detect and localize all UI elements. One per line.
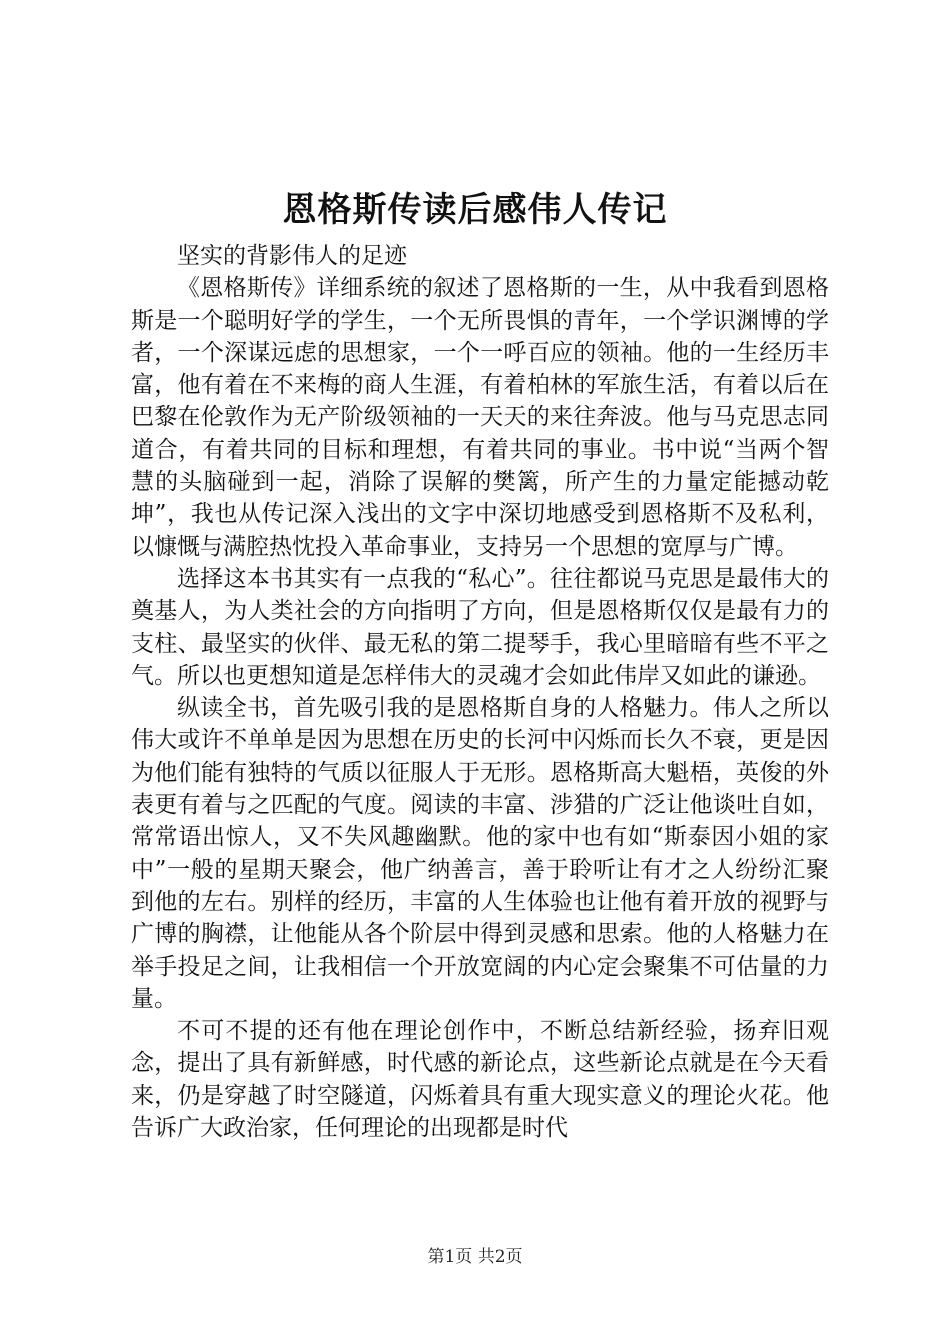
body-paragraph: 纵读全书，首先吸引我的是恩格斯自身的人格魅力。伟人之所以伟大或许不单单是因为思想在历史的长河中闪烁而长久不衰，更是因为他们能有独特的气质以征服人于无形。恩格斯高大魁梧，英俊的外表更有着与之匹配的气度。阅读的丰富、涉猎的广泛让他谈吐自如，常常语出惊人，又不失风趣幽默。他的家中也有如“斯泰因小姐的家中”一般的星期天聚会，他广纳善言，善于聆听让有才之人纷纷汇聚到他的左右。别样的经历，丰富的人生体验也让他有着开放的视野与广博的胸襟，让他能从各个阶层中得到灵感和思索。他的人格魅力在举手投足之间，让我相信一个开放宽阔的内心定会聚集不可估量的力量。: [131, 695, 829, 1012]
subtitle-paragraph: 坚实的背影伟人的足迹: [177, 243, 407, 269]
body-paragraph: 不可不提的还有他在理论创作中，不断总结新经验，扬弃旧观念，提出了具有新鲜感，时代感的新论点，这些新论点就是在今天看来，仍是穿越了时空隧道，闪烁着具有重大现实意义的理论火花。他告诉广大政治家，任何理论的出现都是时代: [131, 1018, 829, 1142]
document-body: [131, 240, 829, 1144]
page-footer: 第1页 共2页: [427, 1247, 523, 1267]
body-paragraph: 选择这本书其实有一点我的“私心”。往往都说马克思是最伟大的奠基人，为人类社会的方向指明了方向，但是恩格斯仅仅是最有力的支柱、最坚实的伙伴、最无私的第二提琴手，我心里暗暗有些不平之气。所以也更想知道是怎样伟大的灵魂才会如此伟岸又如此的谦逊。: [131, 565, 829, 689]
document-title: 恩格斯传读后感伟人传记: [282, 190, 668, 230]
body-paragraph: 《恩格斯传》详细系统的叙述了恩格斯的一生，从中我看到恩格斯是一个聪明好学的学生，一个无所畏惧的青年，一个学识渊博的学者，一个深谋远虑的思想家，一个一呼百应的领袖。他的一生经历丰富，他有着在不来梅的商人生涯，有着柏林的军旅生活，有着以后在巴黎在伦敦作为无产阶级领袖的一天天的来往奔波。他与马克思志同道合，有着共同的目标和理想，有着共同的事业。书中说“当两个智慧的头脑碰到一起，消除了误解的樊篱，所产生的力量定能撼动乾坤”，我也从传记深入浅出的文字中深切地感受到恩格斯不及私利，以慷慨与满腔热忱投入革命事业，支持另一个思想的宽厚与广博。: [131, 275, 829, 560]
